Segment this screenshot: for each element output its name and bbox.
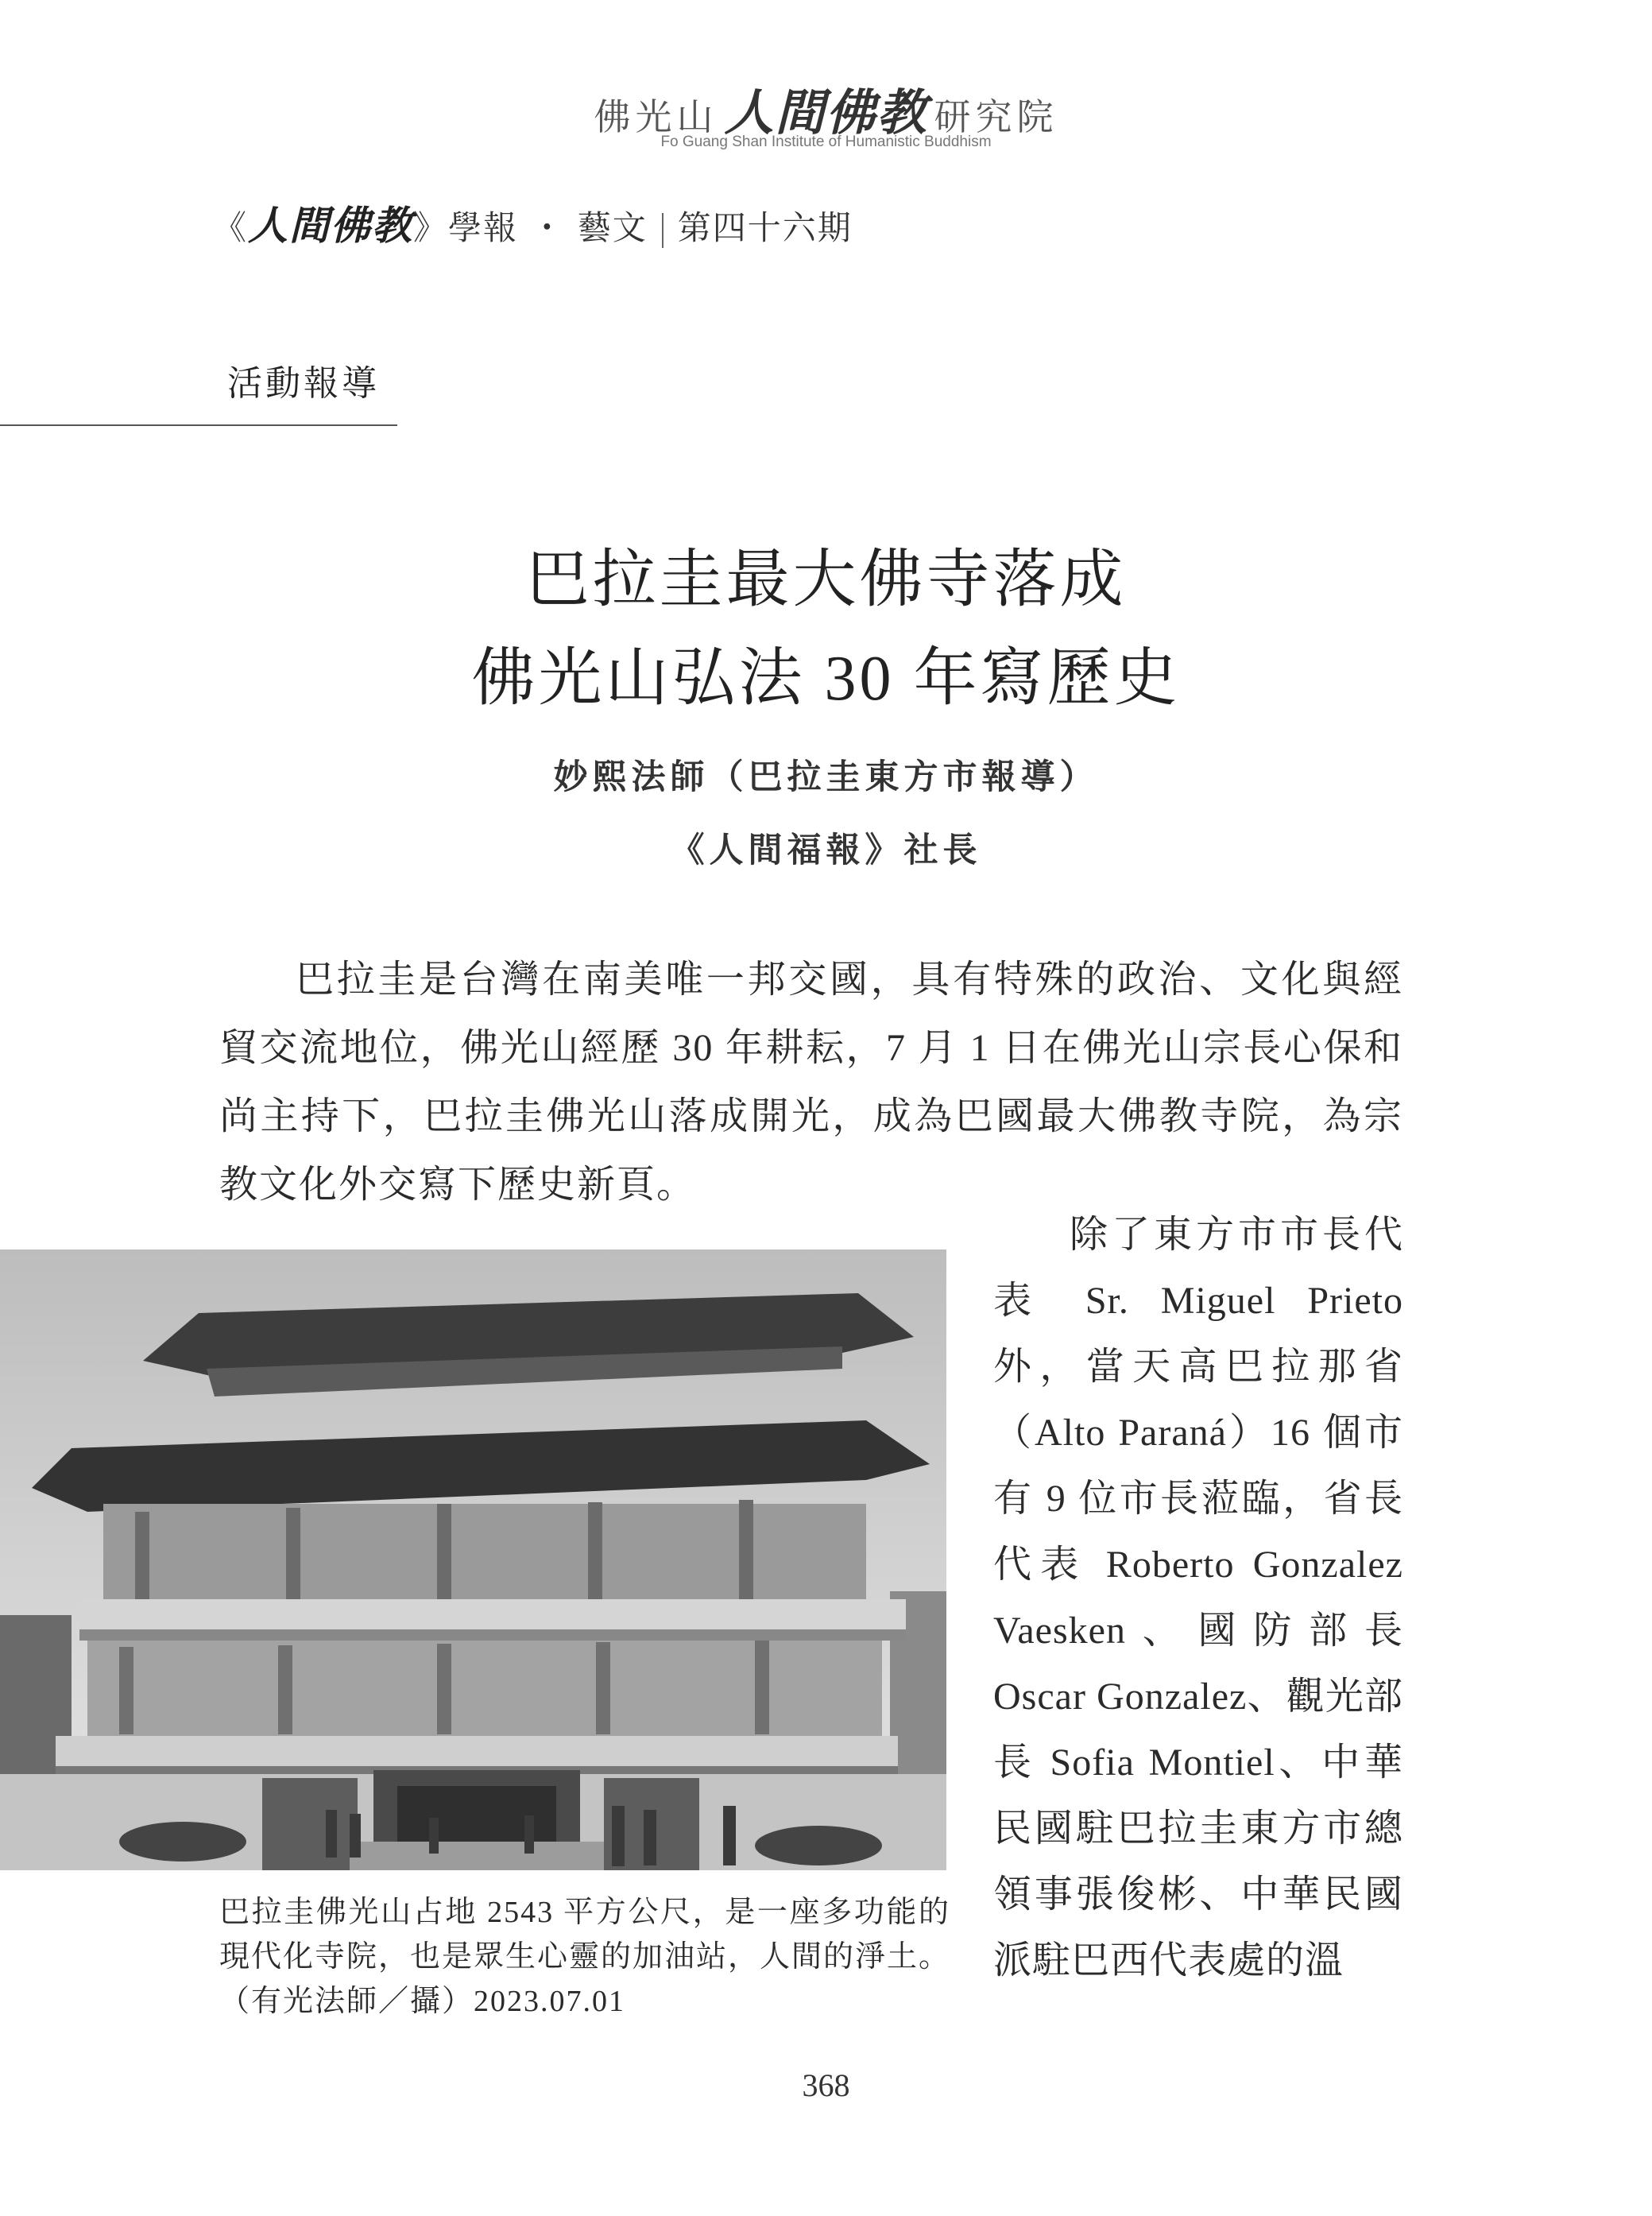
section-label: 活動報導 (227, 363, 380, 404)
article-paragraph-2: 除了東方市市長代表 Sr. Miguel Prieto 外，當天高巴拉那省（Alto Paraná）16 個市有 9 位市長蒞臨，省長代表 Roberto Gonzalez Vaesken、國防部長 Oscar Gonzalez、觀光部長 Sofia Montiel、中華民國駐巴拉圭東方市總領事張俊彬、中華民國派駐巴西代表處的溫 (993, 1214, 1403, 1982)
photo-caption: 巴拉圭佛光山占地 2543 平方公尺，是一座多功能的現代化寺院，也是眾生心靈的加油站，人間的淨土。（有光法師／攝）2023.07.01 (219, 1896, 951, 2018)
author-line1: 妙熙法師（巴拉圭東方市報導） (553, 757, 1099, 797)
institute-prefix: 佛光山 (594, 95, 718, 138)
temple-photo (0, 1249, 946, 1870)
article-title-line1: 巴拉圭最大佛寺落成 (525, 545, 1127, 615)
journal-section: 》學報 ・ 藝文 (413, 208, 648, 247)
journal-issue: 第四十六期 (677, 208, 853, 247)
journal-brand-logo: 人間佛教 (248, 203, 414, 249)
article-title-line2: 佛光山弘法 30 年寫歷史 (471, 644, 1181, 714)
author-line2: 《人間福報》社長 (670, 831, 982, 870)
journal-separator (662, 213, 664, 248)
page-number: 368 (802, 2067, 850, 2103)
institute-suffix: 研究院 (934, 95, 1058, 138)
article-paragraph-1: 巴拉圭是台灣在南美唯一邦交國，具有特殊的政治、文化與經貿交流地位，佛光山經歷 30 年耕耘，7 月 1 日在佛光山宗長心保和尚主持下，巴拉圭佛光山落成開光，成為巴國最大佛教寺院，為宗教文化外交寫下歷史新頁。 (219, 959, 1403, 1206)
journal-open: 《 (213, 208, 249, 247)
section-rule (0, 424, 397, 426)
journal-header (213, 194, 853, 251)
institute-english-name: Fo Guang Shan Institute of Humanistic Buddhism (660, 134, 992, 150)
institute-brand-logo: 人間佛教 (724, 83, 928, 141)
